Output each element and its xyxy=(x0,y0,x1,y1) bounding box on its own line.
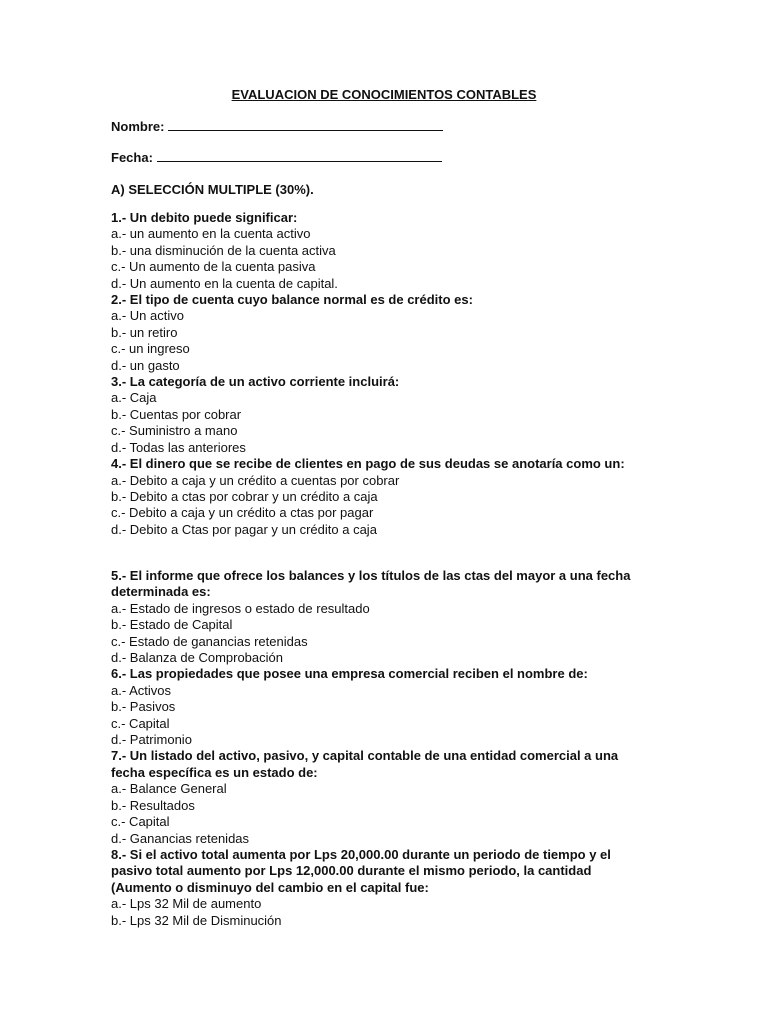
question-5-option-a: a.- Estado de ingresos o estado de resultado xyxy=(111,600,370,616)
question-3: 3.- La categoría de un activo corriente incluirá: xyxy=(111,374,400,390)
question-5-option-d: d.- Balanza de Comprobación xyxy=(111,650,283,666)
question-3-option-d: d.- Todas las anteriores xyxy=(111,439,246,455)
question-1-option-a: a.- un aumento en la cuenta activo xyxy=(111,226,311,242)
question-7-option-a: a.- Balance General xyxy=(111,781,227,797)
question-2-option-b: b.- un retiro xyxy=(111,324,178,340)
question-7-option-b: b.- Resultados xyxy=(111,797,195,813)
question-5: 5.- El informe que ofrece los balances y los títulos de las ctas del mayor a una fecha determinada es: xyxy=(111,568,631,600)
question-4: 4.- El dinero que se recibe de clientes en pago de sus deudas se anotaría como un: xyxy=(111,456,625,472)
question-2-option-c: c.- un ingreso xyxy=(111,341,190,357)
question-8: 8.- Si el activo total aumenta por Lps 20,000.00 durante un periodo de tiempo y el pasivo total aumento por Lps 12,000.00 durante el mismo periodo, la cantidad (Aumento o disminuyo del cambio en el capital fue: xyxy=(111,846,611,895)
question-2-option-d: d.- un gasto xyxy=(111,357,180,373)
question-6-option-c: c.- Capital xyxy=(111,715,170,731)
section-heading: A) SELECCIÓN MULTIPLE (30%). xyxy=(111,182,314,197)
question-1-option-d: d.- Un aumento en la cuenta de capital. xyxy=(111,275,338,291)
question-1-option-b: b.- una disminución de la cuenta activa xyxy=(111,242,336,258)
date-field xyxy=(111,148,442,167)
question-6: 6.- Las propiedades que posee una empresa comercial reciben el nombre de: xyxy=(111,666,588,682)
question-3-option-b: b.- Cuentas por cobrar xyxy=(111,406,242,422)
question-3-option-a: a.- Caja xyxy=(111,390,157,406)
name-label: Nombre: xyxy=(111,119,165,134)
question-1: 1.- Un debito puede significar: xyxy=(111,210,298,225)
date-label: Fecha: xyxy=(111,150,153,165)
name-field xyxy=(111,117,443,136)
question-6-option-b: b.- Pasivos xyxy=(111,699,176,715)
name-blank-line xyxy=(168,117,443,131)
question-7-option-d: d.- Ganancias retenidas xyxy=(111,830,250,846)
question-5-option-b: b.- Estado de Capital xyxy=(111,617,233,633)
question-block-5-8 xyxy=(111,568,641,929)
question-3-option-c: c.- Suministro a mano xyxy=(111,423,238,439)
question-8-option-a: a.- Lps 32 Mil de aumento xyxy=(111,896,262,912)
question-2-option-a: a.- Un activo xyxy=(111,308,184,324)
question-5-option-c: c.- Estado de ganancias retenidas xyxy=(111,633,308,649)
document-title: EVALUACION DE CONOCIMIENTOS CONTABLES xyxy=(231,87,537,102)
question-6-option-d: d.- Patrimonio xyxy=(111,732,192,748)
date-blank-line xyxy=(157,148,442,162)
question-8-option-b: b.- Lps 32 Mil de Disminución xyxy=(111,912,282,928)
question-4-option-a: a.- Debito a caja y un crédito a cuentas por cobrar xyxy=(111,472,400,488)
question-2: 2.- El tipo de cuenta cuyo balance normal es de crédito es: xyxy=(111,292,473,308)
question-block-1-4 xyxy=(111,210,641,538)
question-4-option-c: c.- Debito a caja y un crédito a ctas por pagar xyxy=(111,505,374,521)
question-7-option-c: c.- Capital xyxy=(111,814,170,830)
question-4-option-d: d.- Debito a Ctas por pagar y un crédito a caja xyxy=(111,521,377,537)
question-6-option-a: a.- Activos xyxy=(111,682,171,698)
question-1-option-c: c.- Un aumento de la cuenta pasiva xyxy=(111,259,316,275)
question-4-option-b: b.- Debito a ctas por cobrar y un crédito a caja xyxy=(111,488,378,504)
question-7: 7.- Un listado del activo, pasivo, y capital contable de una entidad comercial a una fecha específica es un estado de: xyxy=(111,748,619,780)
